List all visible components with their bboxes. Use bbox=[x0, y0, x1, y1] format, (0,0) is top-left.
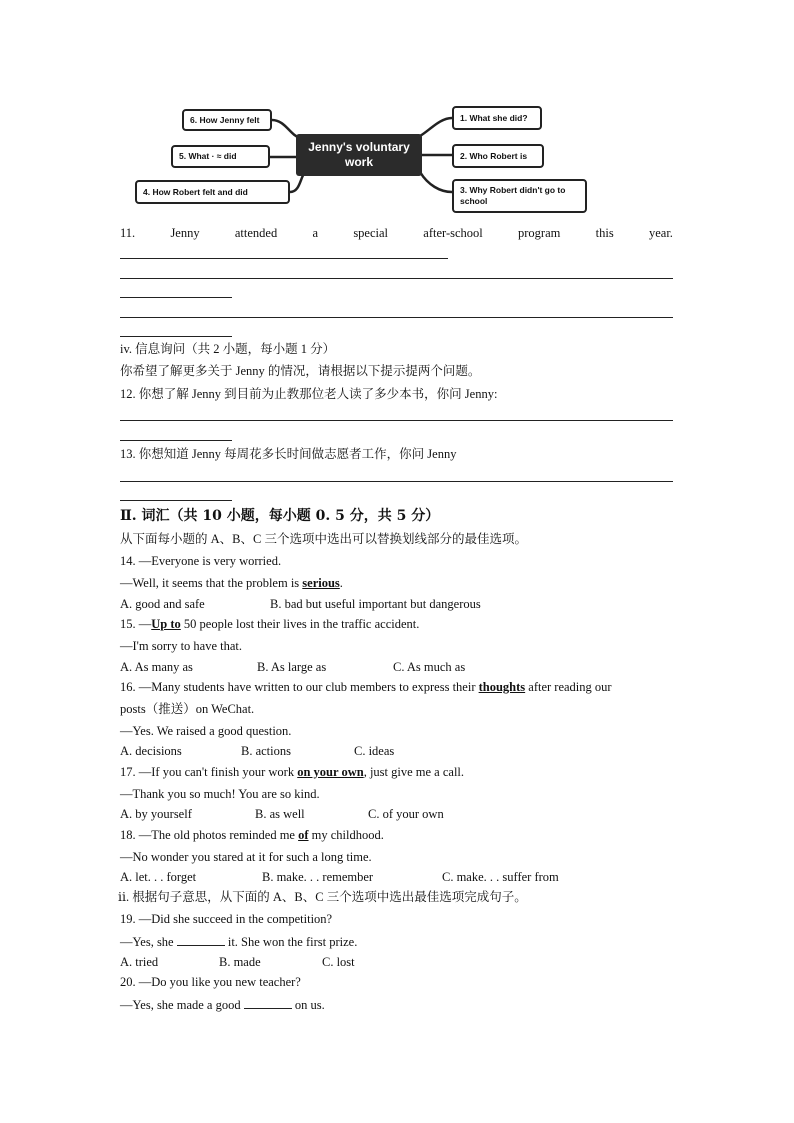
section-ii-title: Ⅱ. 词汇（共 10 小题，每小题 0. 5 分，共 5 分） bbox=[120, 508, 440, 524]
answer-line bbox=[120, 278, 673, 279]
option-c: C. lost bbox=[322, 955, 355, 969]
answer-blank[interactable] bbox=[177, 933, 225, 946]
question-14: 14. —Everyone is very worried. bbox=[120, 554, 282, 568]
answer-line bbox=[120, 258, 448, 259]
question-17: 17. —If you can't finish your work on your own, just give me a call. bbox=[120, 765, 465, 779]
question-19: 19. —Did she succeed in the competition? bbox=[120, 912, 333, 926]
section-iv-title: iv. 信息询问（共 2 小题，每小题 1 分） bbox=[120, 342, 336, 356]
underlined-word: serious bbox=[302, 576, 340, 590]
answer-line bbox=[120, 420, 673, 421]
mind-map-center bbox=[296, 134, 422, 176]
option-a: A. decisions bbox=[120, 744, 182, 758]
question-16-response: —Yes. We raised a good question. bbox=[120, 724, 292, 738]
question-15: 15. —Up to 50 people lost their lives in the traffic accident. bbox=[120, 617, 420, 631]
underlined-word: Up to bbox=[151, 617, 181, 631]
question-11: 11. Jenny attended a special after-school program this year. bbox=[120, 226, 673, 240]
question-18-response: —No wonder you stared at it for such a long time. bbox=[120, 850, 372, 864]
option-a: A. by yourself bbox=[120, 807, 192, 821]
answer-line bbox=[120, 297, 232, 298]
option-a: A. good and safe bbox=[120, 597, 205, 611]
section-ii-sub-title: ⅱ. 根据句子意思，从下面的 A、B、C 三个选项中选出最佳选项完成句子。 bbox=[118, 890, 527, 904]
mind-map-node-5: 5. What · ≈ did bbox=[171, 145, 270, 168]
option-b: B. as well bbox=[255, 807, 305, 821]
mind-map-node-1: 1. What she did? bbox=[452, 106, 542, 130]
mind-map-center-line2: work bbox=[344, 155, 373, 169]
option-b: B. actions bbox=[241, 744, 291, 758]
question-20-response: —Yes, she made a good on us. bbox=[120, 998, 325, 1012]
question-17-response: —Thank you so much! You are so kind. bbox=[120, 787, 320, 801]
answer-blank[interactable] bbox=[244, 996, 292, 1009]
mind-map-node-3: 3. Why Robert didn't go to school bbox=[452, 179, 587, 213]
question-15-response: —I'm sorry to have that. bbox=[120, 639, 243, 653]
underlined-word: thoughts bbox=[478, 680, 526, 694]
mind-map-connectors bbox=[0, 0, 794, 220]
mind-map-node-4: 4. How Robert felt and did bbox=[135, 180, 290, 204]
option-b: B. make. . . remember bbox=[262, 870, 374, 884]
answer-line bbox=[120, 336, 232, 337]
question-12: 12. 你想了解 Jenny 到目前为止教那位老人读了多少本书，你问 Jenny: bbox=[120, 387, 498, 401]
option-a: A. let. . . forget bbox=[120, 870, 197, 884]
option-a: A. tried bbox=[120, 955, 159, 969]
question-16-continued: posts（推送）on WeChat. bbox=[120, 702, 255, 716]
mind-map-node-2: 2. Who Robert is bbox=[452, 144, 544, 168]
mind-map-node-6: 6. How Jenny felt bbox=[182, 109, 272, 131]
question-18: 18. —The old photos reminded me of my childhood. bbox=[120, 828, 384, 842]
underlined-word: on your own bbox=[297, 765, 364, 779]
option-b: B. made bbox=[219, 955, 261, 969]
section-iv-intro: 你希望了解更多关于 Jenny 的情况，请根据以下提示提两个问题。 bbox=[120, 364, 481, 378]
answer-line bbox=[120, 317, 673, 318]
question-13: 13. 你想知道 Jenny 每周花多长时间做志愿者工作，你问 Jenny bbox=[120, 447, 457, 461]
option-c: C. As much as bbox=[393, 660, 466, 674]
option-a: A. As many as bbox=[120, 660, 193, 674]
question-14-response: —Well, it seems that the problem is serious. bbox=[120, 576, 343, 590]
answer-line bbox=[120, 481, 673, 482]
option-c: C. ideas bbox=[354, 744, 395, 758]
option-b: B. bad but useful important but dangerous bbox=[270, 597, 481, 611]
question-16: 16. —Many students have written to our club members to express their thoughts after reading our bbox=[120, 680, 612, 694]
question-20: 20. —Do you like you new teacher? bbox=[120, 975, 301, 989]
section-ii-instruction: 从下面每小题的 A、B、C 三个选项中选出可以替换划线部分的最佳选项。 bbox=[120, 532, 527, 546]
question-19-response: —Yes, she it. She won the first prize. bbox=[120, 935, 358, 949]
option-b: B. As large as bbox=[257, 660, 327, 674]
option-c: C. make. . . suffer from bbox=[442, 870, 559, 884]
mind-map-center-line1: Jenny's voluntary bbox=[308, 140, 410, 154]
answer-line bbox=[120, 500, 232, 501]
answer-line bbox=[120, 440, 232, 441]
underlined-word: of bbox=[298, 828, 309, 842]
option-c: C. of your own bbox=[368, 807, 444, 821]
